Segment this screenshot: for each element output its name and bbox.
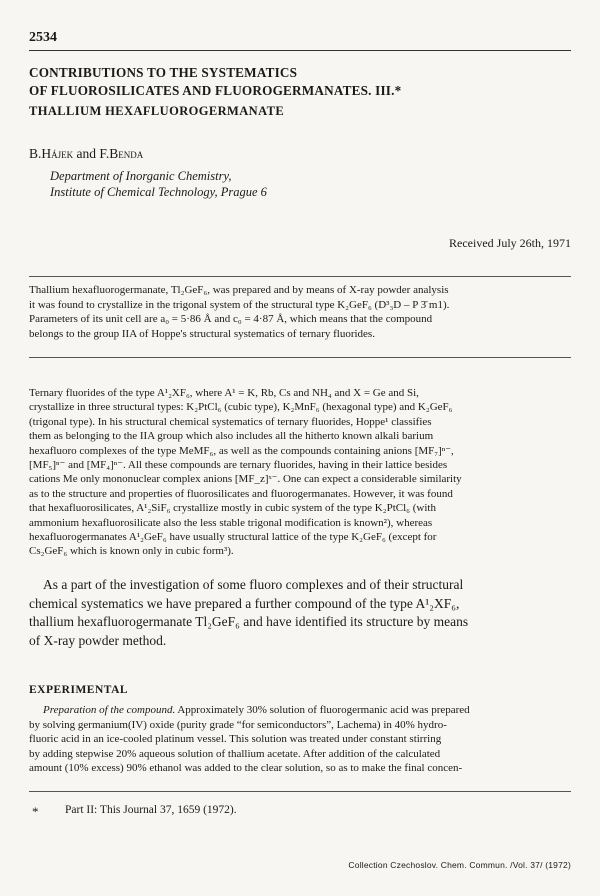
author-2-initial: F.	[99, 146, 110, 161]
experimental-heading: EXPERIMENTAL	[29, 684, 129, 696]
para2-line: As a part of the investigation of some fluoro complexes and of their structural	[43, 577, 464, 592]
intro-line: Cs₂GeF₆ which is known only in cubic form³).	[29, 545, 234, 558]
title-line-2: OF FLUOROSILICATES AND FLUOROGERMANATES. III.*	[29, 83, 402, 98]
affiliation	[50, 168, 267, 200]
experimental-line-1-rest: Approximately 30% solution of fluorogermanic acid was prepared	[175, 704, 470, 716]
investigation-paragraph	[29, 576, 571, 650]
title-line-1: CONTRIBUTIONS TO THE SYSTEMATICS	[29, 65, 298, 80]
footnote-marker: *	[32, 804, 39, 819]
intro-line: crystallize in three structural types: K₂PtCl₆ (cubic type), K₂MnF₆ (hexagonal type) and K₂GeF₆	[29, 401, 453, 414]
authors	[29, 146, 143, 162]
running-footer: Collection Czechoslov. Chem. Commun. /Vol. 37/ (1972)	[348, 860, 571, 870]
abstract-line: it was found to crystallize in the trigonal system of the structural type K₂GeF₆ (D³₃D – P 3̄ m1).	[29, 298, 450, 311]
para2-line: chemical systematics we have prepared a further compound of the type A¹₂XF₆,	[29, 595, 460, 611]
para2-line: of X-ray powder method.	[29, 632, 167, 648]
abstract-rule-top	[29, 276, 571, 277]
intro-line: cations Me only mononuclear complex anions [MF_z]ˣ⁻. One can expect a considerable similarity	[29, 473, 462, 486]
experimental-line	[29, 703, 571, 718]
intro-line: hexafluoro complexes of the type MeMF₆, as well as the compounds containing anions [MF₇]ⁿ⁻,	[29, 444, 454, 457]
header-rule	[29, 50, 571, 51]
author-conjunction: and	[76, 146, 97, 161]
affiliation-line-1: Department of Inorganic Chemistry,	[50, 169, 232, 183]
author-1-initial: B.	[29, 146, 42, 161]
introduction-paragraph	[29, 386, 571, 559]
abstract-line: Parameters of its unit cell are a₀ = 5·86 Å and c₀ = 4·87 Å, which means that the compound	[29, 313, 433, 326]
footnote-text: Part II: This Journal 37, 1659 (1972).	[65, 804, 237, 816]
experimental-line: amount (10% excess) 90% ethanol was added to the clear solution, so as to make the final concen-	[29, 762, 463, 775]
page-number: 2534	[29, 30, 57, 45]
experimental-lead: Preparation of the compound.	[43, 704, 176, 716]
abstract	[29, 283, 571, 341]
abstract-line: belongs to the group IIA of Hoppe's structural systematics of ternary fluorides.	[29, 327, 375, 340]
intro-line: (trigonal type). In his structural chemical systematics of ternary fluorides, Hoppe¹ classifies	[29, 415, 432, 428]
experimental-line: by adding stepwise 20% aqueous solution of thallium acetate. After addition of the calculated	[29, 747, 441, 760]
abstract-line: Thallium hexafluorogermanate, Tl₂GeF₆, was prepared and by means of X-ray powder analysis	[29, 284, 449, 296]
author-1-name: Hájek	[41, 146, 74, 161]
intro-line: them as belonging to the IIA group which also includes all the hitherto known alkali barium	[29, 430, 434, 443]
intro-line: [MF₅]ⁿ⁻ and [MF₄]ⁿ⁻. All these compounds are ternary fluorides, having in their lattice besides	[29, 459, 448, 472]
experimental-line: by solving germanium(IV) oxide (purity grade “for semiconductors”, Lachema) in 40% hydro-	[29, 718, 447, 731]
para2-line: thallium hexafluorogermanate Tl₂GeF₆ and have identified its structure by means	[29, 614, 469, 630]
author-2-name: Benda	[109, 146, 144, 161]
intro-line: ammonium hexafluorosilicate also the less stable trigonal modification is known²), whereas	[29, 516, 433, 529]
received-date: Received July 26th, 1971	[449, 236, 571, 250]
affiliation-line-2: Institute of Chemical Technology, Prague 6	[50, 185, 267, 199]
paper-title	[29, 64, 401, 100]
experimental-paragraph	[29, 703, 571, 776]
experimental-line: fluoric acid in an ice-cooled platinum vessel. This solution was treated under constant stirring	[29, 733, 442, 746]
intro-line: as to the structure and properties of fluorosilicates and fluorogermanates. However, it was found	[29, 487, 453, 500]
paper-subtitle: THALLIUM HEXAFLUOROGERMANATE	[29, 104, 285, 118]
intro-line: hexafluorogermanates A¹₂GeF₆ have usually structural lattice of the type K₂GeF₆ (except for	[29, 531, 437, 544]
intro-line: that hexafluorosilicates, A¹₂SiF₆ crystallize mostly in cubic system of the type K₂PtCl₆ (with	[29, 502, 436, 515]
footnote-rule	[29, 791, 571, 792]
intro-line: Ternary fluorides of the type A¹₂XF₆, where A¹ = K, Rb, Cs and NH₄ and X = Ge and Si,	[29, 387, 419, 399]
abstract-rule-bottom	[29, 357, 571, 358]
